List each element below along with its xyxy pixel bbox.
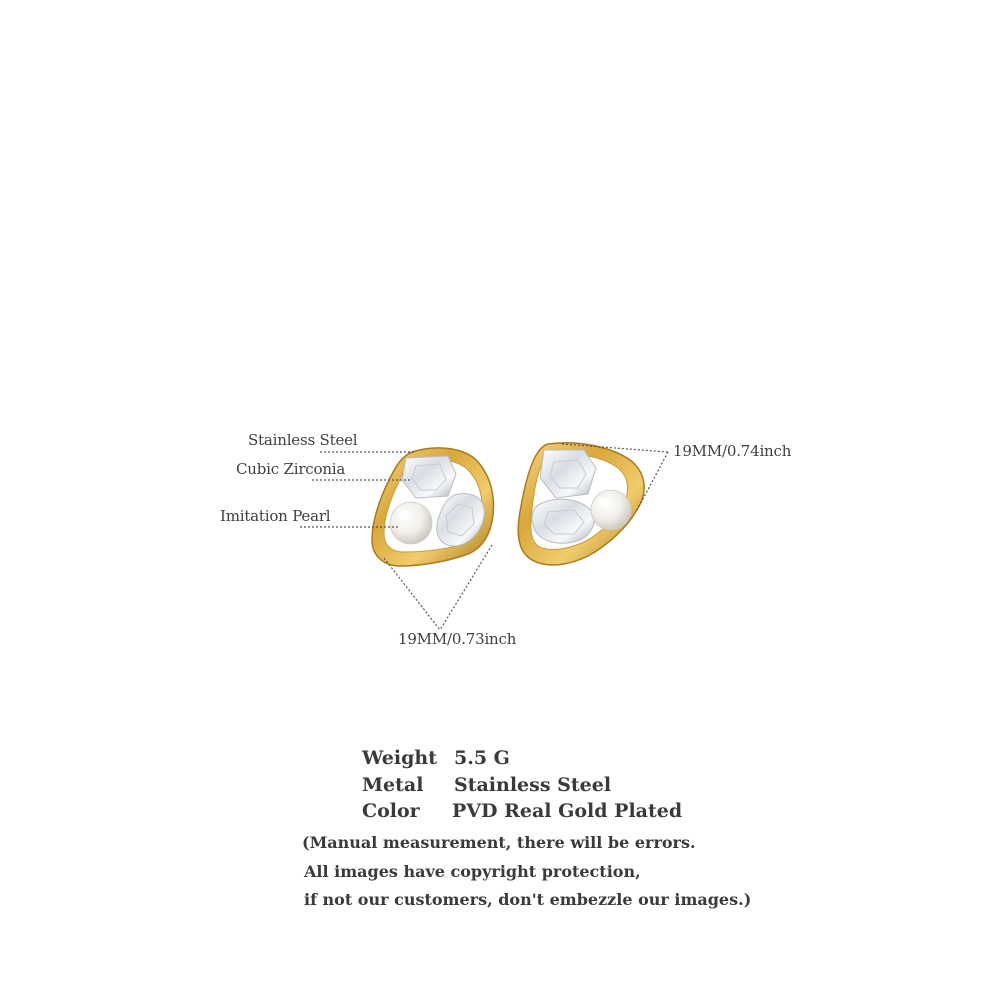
width-measure-label: 19MM/0.73inch (398, 630, 517, 648)
height-measure-label: 19MM/0.74inch (673, 442, 792, 460)
spec-value-metal: Stainless Steel (454, 774, 612, 796)
note-line-1: (Manual measurement, there will be errors. (302, 833, 696, 852)
stainless-steel-label: Stainless Steel (248, 431, 358, 449)
spec-value-color: PVD Real Gold Plated (452, 800, 683, 822)
left-earring-pearl (390, 502, 432, 544)
left-earring (372, 448, 493, 566)
spec-key-metal: Metal (362, 774, 424, 796)
right-earring-pearl (591, 490, 631, 530)
spec-key-weight: Weight (362, 747, 437, 769)
note-line-2: All images have copyright protection, (304, 862, 641, 881)
imitation-pearl-label: Imitation Pearl (220, 507, 331, 525)
cubic-zirconia-label: Cubic Zirconia (236, 460, 346, 478)
right-earring-zirconia-drop (532, 499, 594, 543)
right-earring (518, 443, 644, 565)
spec-value-weight: 5.5 G (454, 747, 510, 769)
width-measure-line-left (384, 558, 440, 630)
spec-key-color: Color (362, 800, 420, 822)
note-line-3: if not our customers, don't embezzle our images.) (304, 890, 752, 909)
